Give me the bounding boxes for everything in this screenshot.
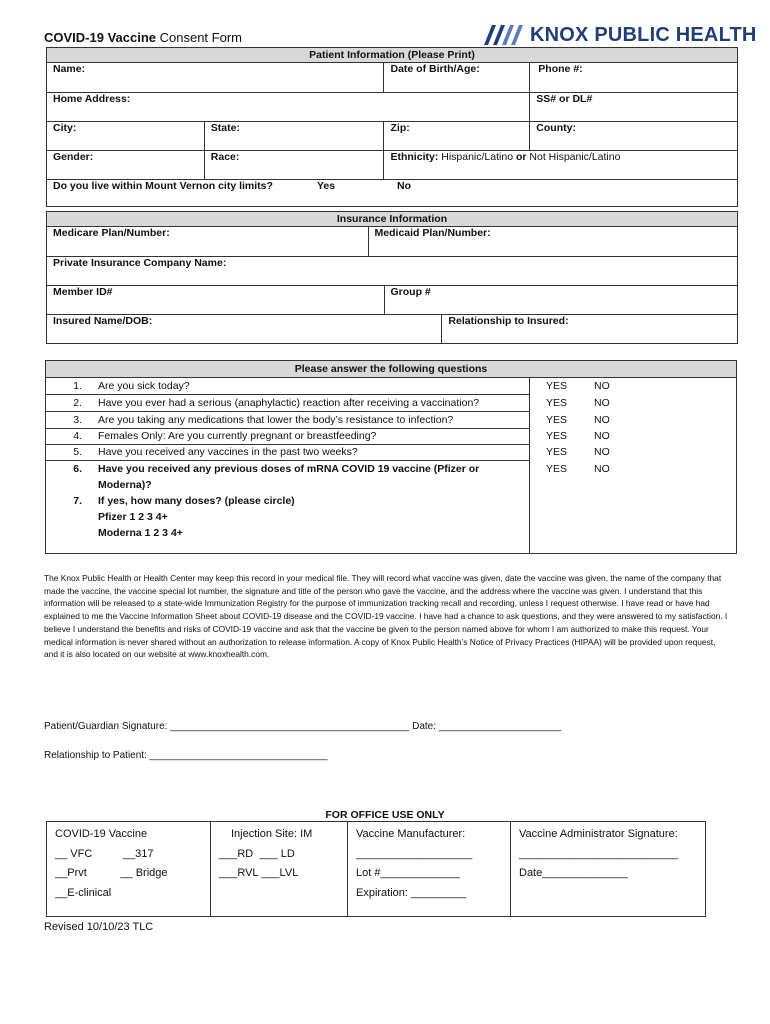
answer-no[interactable]: NO [594, 414, 610, 426]
county-field[interactable]: County: [530, 122, 738, 151]
questions-header: Please answer the following questions [46, 361, 736, 378]
office-lot-line[interactable]: Lot #_____________ [356, 867, 460, 879]
office-injection-site-cell [211, 822, 348, 917]
question-text: If yes, how many doses? (please circle) [98, 495, 295, 507]
question-row [46, 461, 736, 477]
question-number: 4. [73, 430, 82, 442]
insurance-info-header: Insurance Information [47, 212, 738, 227]
office-vaccine-cell [47, 822, 211, 917]
insurance-info-table [46, 211, 738, 344]
office-expiration-line[interactable]: Expiration: _________ [356, 886, 467, 899]
office-administrator-signature-line[interactable]: __________________________ [519, 847, 679, 860]
ethnicity-option-not-hispanic[interactable]: Not Hispanic/Latino [529, 151, 621, 163]
gender-field[interactable]: Gender: [47, 151, 205, 180]
answer-yes[interactable]: YES [546, 414, 568, 426]
question-text: Females Only: Are you currently pregnant or breastfeeding? [98, 430, 377, 442]
answer-yes[interactable]: YES [546, 430, 568, 442]
office-manufacturer-label: Vaccine Manufacturer: [356, 828, 466, 840]
logo-stripes-icon [482, 24, 526, 46]
office-vfc-317[interactable]: __ VFC __317 [55, 847, 154, 860]
question-row [46, 378, 736, 394]
office-administrator-label: Vaccine Administrator Signature: [519, 828, 678, 840]
zip-field[interactable]: Zip: [384, 122, 530, 151]
group-field[interactable]: Group # [384, 286, 738, 315]
city-limits-row [47, 180, 738, 207]
question-text: Are you sick today? [98, 380, 190, 392]
office-rd-ld[interactable]: ___RD ___ LD [219, 847, 295, 860]
ss-dl-field[interactable]: SS# or DL# [530, 93, 738, 122]
logo-text: KNOX PUBLIC HEALTH [530, 23, 757, 46]
member-id-field[interactable]: Member ID# [47, 286, 385, 315]
insured-name-field[interactable]: Insured Name/DOB: [47, 315, 442, 344]
private-insurance-field[interactable]: Private Insurance Company Name: [47, 257, 738, 286]
knox-public-health-logo [482, 22, 757, 48]
city-limits-question: Do you live within Mount Vernon city limits? [53, 180, 273, 192]
question-number: 2. [73, 397, 82, 409]
question-text: Have you received any previous doses of mRNA COVID 19 vaccine (Pfizer or [98, 463, 480, 475]
consent-paragraph: The Knox Public Health or Health Center may keep this record in your medical file. They will record what vaccine was given, date the vaccine was given, the name of the company that made the vaccine, the vaccine special lot number, the signature and title of the person who gave the vaccine, and the address where the vaccine was given. I understand that this information will be released to a state-wide Immunization Registry for the purpose of immunization tracking recall and recording, unless I request otherwise. I have read or have had explained to me the Vaccine Information Sheet about COVID-19 disease and the COVID-19 vaccine. I have had a chance to ask questions, and they were answered to my satisfaction. I believe I understand the benefits and risks of COVID-19 vaccine and ask that the vaccine be given to the person named above for whom I am authorized to make this request. Your medical information is never shared without an authorization to release information. A copy of Knox Public Health’s Notice of Privacy Practices (HIPAA) will be provided upon request, and it is also located on our website at www.knoxhealth.com. [44, 573, 728, 660]
office-manufacturer-line[interactable]: ___________________ [356, 847, 473, 860]
moderna-doses-text: Moderna 1 2 3 4+ [98, 527, 183, 539]
revised-note: Revised 10/10/23 TLC [44, 921, 154, 933]
answer-no[interactable]: NO [594, 430, 610, 442]
question-text: Have you received any vaccines in the past two weeks? [98, 446, 358, 458]
office-manufacturer-cell [348, 822, 511, 917]
question-text: Are you taking any medications that lower the body’s resistance to infection? [98, 414, 454, 426]
answer-no[interactable]: NO [594, 380, 610, 392]
office-rvl-lvl[interactable]: ___RVL ___LVL [219, 867, 299, 879]
question-number: 7. [73, 495, 82, 507]
answer-yes[interactable]: YES [546, 446, 568, 458]
ethnicity-label: Ethnicity: [390, 151, 439, 163]
medicare-field[interactable]: Medicare Plan/Number: [47, 227, 369, 257]
office-prvt-bridge[interactable]: __Prvt __ Bridge [55, 867, 168, 879]
office-vaccine-label: COVID-19 Vaccine [55, 828, 148, 840]
office-use-title: FOR OFFICE USE ONLY [325, 809, 445, 821]
pfizer-doses[interactable] [46, 509, 736, 525]
question-number: 5. [73, 446, 82, 458]
form-title-bold: COVID-19 Vaccine [44, 30, 156, 45]
home-address-field[interactable]: Home Address: [47, 93, 530, 122]
answer-no[interactable]: NO [594, 397, 610, 409]
relationship-to-insured-field[interactable]: Relationship to Insured: [442, 315, 738, 344]
moderna-doses[interactable] [46, 525, 736, 541]
question-text-continued: Moderna)? [98, 479, 152, 491]
answer-no[interactable]: NO [594, 446, 610, 458]
answer-no[interactable]: NO [594, 463, 610, 475]
question-number: 6. [73, 463, 82, 475]
name-field[interactable]: Name: [47, 63, 384, 93]
question-row [46, 428, 736, 444]
phone-field[interactable]: Phone #: [530, 63, 738, 93]
guardian-signature-line[interactable]: Patient/Guardian Signature: ___________________________________________ Date: ______________________ [44, 721, 562, 732]
office-use-table [46, 821, 706, 917]
city-field[interactable]: City: [47, 122, 205, 151]
office-eclinical[interactable]: __E-clinical [55, 886, 112, 899]
form-title-rest: Consent Form [159, 30, 242, 45]
question-row [46, 444, 736, 460]
question-row [46, 412, 736, 428]
question-row [46, 395, 736, 411]
office-date-line[interactable]: Date______________ [519, 867, 628, 879]
form-title [44, 30, 242, 45]
questions-box [45, 360, 737, 554]
question-row-continued [46, 477, 736, 493]
office-administrator-cell [511, 822, 706, 917]
pfizer-doses-text: Pfizer 1 2 3 4+ [98, 511, 168, 523]
medicaid-field[interactable]: Medicaid Plan/Number: [368, 227, 737, 257]
ethnicity-or: or [515, 151, 527, 163]
patient-info-table [46, 47, 738, 207]
race-field[interactable]: Race: [204, 151, 384, 180]
answer-yes[interactable]: YES [546, 380, 568, 392]
answer-yes[interactable]: YES [546, 397, 568, 409]
dob-field[interactable]: Date of Birth/Age: [384, 63, 530, 93]
state-field[interactable]: State: [204, 122, 384, 151]
question-row [46, 493, 736, 509]
ethnicity-option-hispanic[interactable]: Hispanic/Latino [441, 151, 514, 163]
city-limits-yes[interactable]: Yes [317, 180, 336, 192]
question-number: 3. [73, 414, 82, 426]
office-injection-site-label: Injection Site: IM [231, 828, 313, 840]
city-limits-no[interactable]: No [397, 180, 411, 192]
question-text: Have you ever had a serious (anaphylactic) reaction after receiving a vaccination? [98, 397, 480, 409]
relationship-to-patient-line[interactable]: Relationship to Patient: ________________________________ [44, 750, 328, 761]
ethnicity-field[interactable] [384, 151, 738, 180]
answer-yes[interactable]: YES [546, 463, 568, 475]
patient-info-header: Patient Information (Please Print) [47, 48, 738, 63]
question-number: 1. [73, 380, 82, 392]
